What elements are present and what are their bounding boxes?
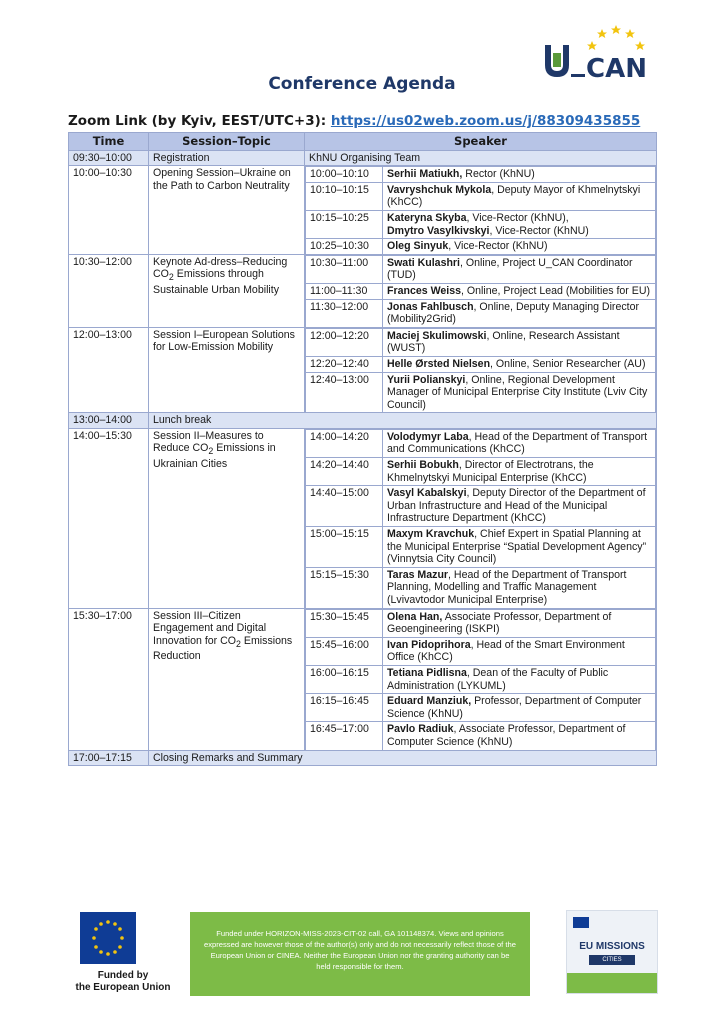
speaker-time: 14:00–14:20: [306, 429, 383, 457]
speaker-row: [306, 486, 656, 527]
row-time: 09:30–10:00: [69, 150, 149, 166]
speaker-name: Kateryna Skyba: [387, 211, 467, 224]
speaker-entry: [383, 429, 656, 457]
speaker-name: Pavlo Radiuk: [387, 723, 454, 736]
speaker-cell: [305, 428, 657, 608]
speaker-name: Maxym Kravchuk: [387, 528, 475, 541]
funding-disclaimer: Funded under HORIZON-MISS-2023-CIT-02 call, GA 101148374. Views and opinions expressed are however those of the author(s) only and do not necessarily reflect those of the European Union or CINEA. Neither the European Union nor the granting authority can be held responsible for them.: [190, 912, 530, 996]
logo-can-glyphs: CAN: [586, 54, 647, 81]
header-speaker: Speaker: [305, 133, 657, 151]
speaker-name: Serhii Bobukh: [387, 459, 459, 472]
speaker-name: Tetiana Pidlisna: [387, 666, 467, 679]
header-topic: Session–Topic: [149, 133, 305, 151]
speaker-entry: [383, 328, 656, 356]
speaker-role: , Vice-Rector (KhNU),: [466, 211, 569, 224]
speaker-name: Eduard Manziuk,: [387, 695, 472, 708]
agenda-header-row: [69, 133, 657, 151]
speaker-entry: [383, 210, 656, 238]
topic-text-end: Emissions Reduction: [153, 634, 293, 663]
speaker-entry: [383, 356, 656, 372]
speaker-row: [306, 458, 656, 486]
row-topic: Session I–European Solutions for Low-Emission Mobility: [149, 327, 305, 413]
speaker-role: , Dean of the Faculty of Public Administration (LYKUML): [387, 666, 609, 692]
speaker-role: , Online, Research Assistant (WUST): [387, 329, 620, 355]
speaker-time: 15:00–15:15: [306, 527, 383, 568]
speaker-time: 10:10–10:15: [306, 182, 383, 210]
row-topic: Lunch break: [149, 413, 657, 429]
speaker-entry: [383, 486, 656, 527]
row-time: 17:00–17:15: [69, 750, 149, 766]
city-skyline-icon: [567, 973, 657, 993]
speaker-list: [305, 328, 656, 413]
header-time: Time: [69, 133, 149, 151]
speaker-name: Helle Ørsted Nielsen: [387, 357, 491, 370]
topic-text-end: Emissions through Sustainable Urban Mobility: [153, 268, 280, 297]
row-topic: Closing Remarks and Summary: [149, 750, 657, 766]
table-row: [69, 428, 657, 608]
speaker-name: Yurii Polianskyi: [387, 373, 466, 386]
speaker-entry: [383, 665, 656, 693]
speaker-name-second: Dmytro Vasylkivskyi: [387, 224, 490, 237]
speaker-row: [306, 210, 656, 238]
eu-line-2: the European Union: [75, 982, 171, 993]
speaker-time: 15:45–16:00: [306, 637, 383, 665]
zoom-line: [68, 113, 640, 129]
speaker-role-second: , Vice-Rector (KhNU): [489, 224, 589, 237]
speaker-cell: [305, 166, 657, 255]
speaker-entry: [383, 567, 656, 607]
agenda-table: [68, 132, 657, 766]
zoom-label: Zoom Link (by Kyiv, EEST/UTC+3):: [68, 113, 327, 129]
speaker-time: 16:00–16:15: [306, 665, 383, 693]
speaker-list: [305, 429, 656, 608]
speaker-role: , Associate Professor, Department of Computer Science (KhNU): [387, 723, 626, 748]
speaker-row: [306, 182, 656, 210]
table-row: [69, 150, 657, 166]
speaker-role: , Head of the Department of Transport Planning, Modelling and Traffic Management (Lvivavtodor Municipal Enterprise): [387, 568, 627, 606]
speaker-entry: [383, 637, 656, 665]
speaker-row: [306, 255, 656, 283]
speaker-row: [306, 372, 656, 412]
speaker-entry: [383, 283, 656, 299]
speaker-time: 10:00–10:10: [306, 167, 383, 183]
speaker-cell: [305, 254, 657, 327]
missions-subtitle: CITIES: [589, 955, 635, 965]
speaker-name: Taras Mazur: [387, 568, 449, 581]
zoom-link[interactable]: https://us02web.zoom.us/j/88309435855: [330, 113, 641, 129]
table-row: [69, 413, 657, 429]
speaker-row: [306, 167, 656, 183]
topic-subscript: 2: [236, 638, 241, 649]
speaker-row: [306, 283, 656, 299]
topic-text: Session II–Measures to Reduce CO: [153, 429, 264, 455]
row-time: 10:00–10:30: [69, 166, 149, 255]
speaker-name: Maciej Skulimowski: [387, 329, 487, 342]
row-speaker: KhNU Organising Team: [305, 150, 657, 166]
speaker-entry: [383, 694, 656, 722]
speaker-name: Oleg Sinyuk: [387, 240, 449, 253]
speaker-list: [305, 609, 656, 750]
table-row: [69, 254, 657, 327]
speaker-role: Rector (KhNU): [462, 168, 535, 181]
row-time: 10:30–12:00: [69, 254, 149, 327]
speaker-name: Vasyl Kabalskyi: [387, 487, 467, 500]
speaker-entry: [383, 722, 656, 750]
speaker-row: [306, 429, 656, 457]
speaker-role: , Online, Senior Researcher (AU): [490, 357, 646, 370]
speaker-role: , Head of the Smart Environment Office (KhCC): [387, 638, 625, 664]
speaker-entry: [383, 239, 656, 254]
speaker-role: , Online, Deputy Managing Director (Mobility2Grid): [387, 300, 640, 326]
speaker-name: Frances Weiss: [387, 284, 462, 297]
speaker-row: [306, 694, 656, 722]
row-topic: [149, 428, 305, 608]
speaker-row: [306, 356, 656, 372]
speaker-time: 12:00–12:20: [306, 328, 383, 356]
speaker-entry: [383, 527, 656, 568]
row-time: 13:00–14:00: [69, 413, 149, 429]
speaker-role: , Deputy Director of the Department of Urban Infrastructure and Head of the Municipal Infrastructure Department (KhCC): [387, 487, 646, 525]
speaker-role: , Chief Expert in Spatial Planning at the Municipal Enterprise “Spatial Development Agency” (Vinnytsia City Council): [387, 528, 647, 566]
speaker-role: , Vice-Rector (KhNU): [448, 240, 548, 253]
speaker-time: 10:30–11:00: [306, 255, 383, 283]
speaker-list: [305, 166, 656, 254]
row-topic: Registration: [149, 150, 305, 166]
speaker-time: 10:25–10:30: [306, 239, 383, 254]
speaker-role: , Deputy Mayor of Khmelnytskyi (KhCC): [387, 183, 641, 209]
speaker-list: [305, 255, 656, 327]
topic-text: Keynote Ad-dress–Reducing CO: [153, 255, 288, 281]
speaker-entry: [383, 458, 656, 486]
table-row: [69, 750, 657, 766]
speaker-cell: [305, 327, 657, 413]
speaker-row: [306, 299, 656, 327]
speaker-row: [306, 637, 656, 665]
speaker-role: , Head of the Department of Transport and Communications (KhCC): [387, 430, 648, 456]
speaker-time: 16:15–16:45: [306, 694, 383, 722]
speaker-time: 11:30–12:00: [306, 299, 383, 327]
speaker-row: [306, 239, 656, 254]
speaker-time: 12:40–13:00: [306, 372, 383, 412]
eu-missions-logo: [566, 910, 658, 994]
speaker-time: 15:30–15:45: [306, 609, 383, 637]
speaker-row: [306, 328, 656, 356]
speaker-row: [306, 722, 656, 750]
table-row: [69, 166, 657, 255]
speaker-entry: [383, 255, 656, 283]
topic-text-end: Emissions in Ukrainian Cities: [153, 442, 276, 471]
logo-stars: [587, 25, 645, 50]
u-can-logo: [540, 25, 660, 81]
speaker-role: , Online, Project U_CAN Coordinator (TUD): [387, 256, 633, 282]
speaker-time: 12:20–12:40: [306, 356, 383, 372]
table-row: [69, 608, 657, 750]
speaker-row: [306, 609, 656, 637]
row-topic: Opening Session–Ukraine on the Path to Carbon Neutrality: [149, 166, 305, 255]
row-time: 14:00–15:30: [69, 428, 149, 608]
table-row: [69, 327, 657, 413]
speaker-time: 14:20–14:40: [306, 458, 383, 486]
eu-line-1: Funded by: [97, 970, 149, 981]
row-time: 15:30–17:00: [69, 608, 149, 750]
speaker-name: Volodymyr Laba: [387, 430, 469, 443]
speaker-cell: [305, 608, 657, 750]
speaker-time: 11:00–11:30: [306, 283, 383, 299]
speaker-role: , Online, Project Lead (Mobilities for EU): [461, 284, 651, 297]
speaker-entry: [383, 299, 656, 327]
speaker-name: Vavryshchuk Mykola: [387, 183, 492, 196]
speaker-entry: [383, 182, 656, 210]
eu-flag-icon: [80, 912, 136, 964]
speaker-role: Professor, Department of Computer Science (KhNU): [387, 695, 642, 720]
topic-subscript: 2: [208, 446, 214, 457]
speaker-time: 10:15–10:25: [306, 210, 383, 238]
speaker-time: 16:45–17:00: [306, 722, 383, 750]
missions-title: EU MISSIONS: [579, 941, 645, 952]
page-title: Conference Agenda: [268, 74, 456, 94]
topic-subscript: 2: [168, 272, 174, 283]
speaker-row: [306, 665, 656, 693]
speaker-name: Olena Han,: [387, 610, 443, 623]
row-topic: [149, 254, 305, 327]
speaker-row: [306, 567, 656, 607]
speaker-row: [306, 527, 656, 568]
speaker-entry: [383, 609, 656, 637]
speaker-entry: [383, 372, 656, 412]
speaker-time: 15:15–15:30: [306, 567, 383, 607]
speaker-role: Associate Professor, Department of Geoengineering (ISKPI): [387, 610, 612, 636]
eu-mini-flag-icon: [573, 917, 589, 928]
speaker-name: Ivan Pidoprihora: [387, 638, 471, 651]
speaker-name: Serhii Matiukh,: [387, 168, 463, 181]
funded-by-eu-label: [68, 970, 178, 994]
row-time: 12:00–13:00: [69, 327, 149, 413]
speaker-time: 14:40–15:00: [306, 486, 383, 527]
speaker-name: Swati Kulashri: [387, 256, 460, 269]
row-topic: [149, 608, 305, 750]
speaker-role: , Director of Electrotrans, the Khmelnytskyi Municipal Enterprise (KhCC): [387, 459, 594, 484]
speaker-name: Jonas Fahlbusch: [387, 300, 474, 313]
topic-text: Session III–Citizen Engagement and Digital Innovation for CO: [153, 609, 267, 647]
speaker-entry: [383, 167, 656, 183]
speaker-role: , Online, Regional Development Manager of Municipal Enterprise City Institute (Lviv City Council): [387, 373, 648, 411]
